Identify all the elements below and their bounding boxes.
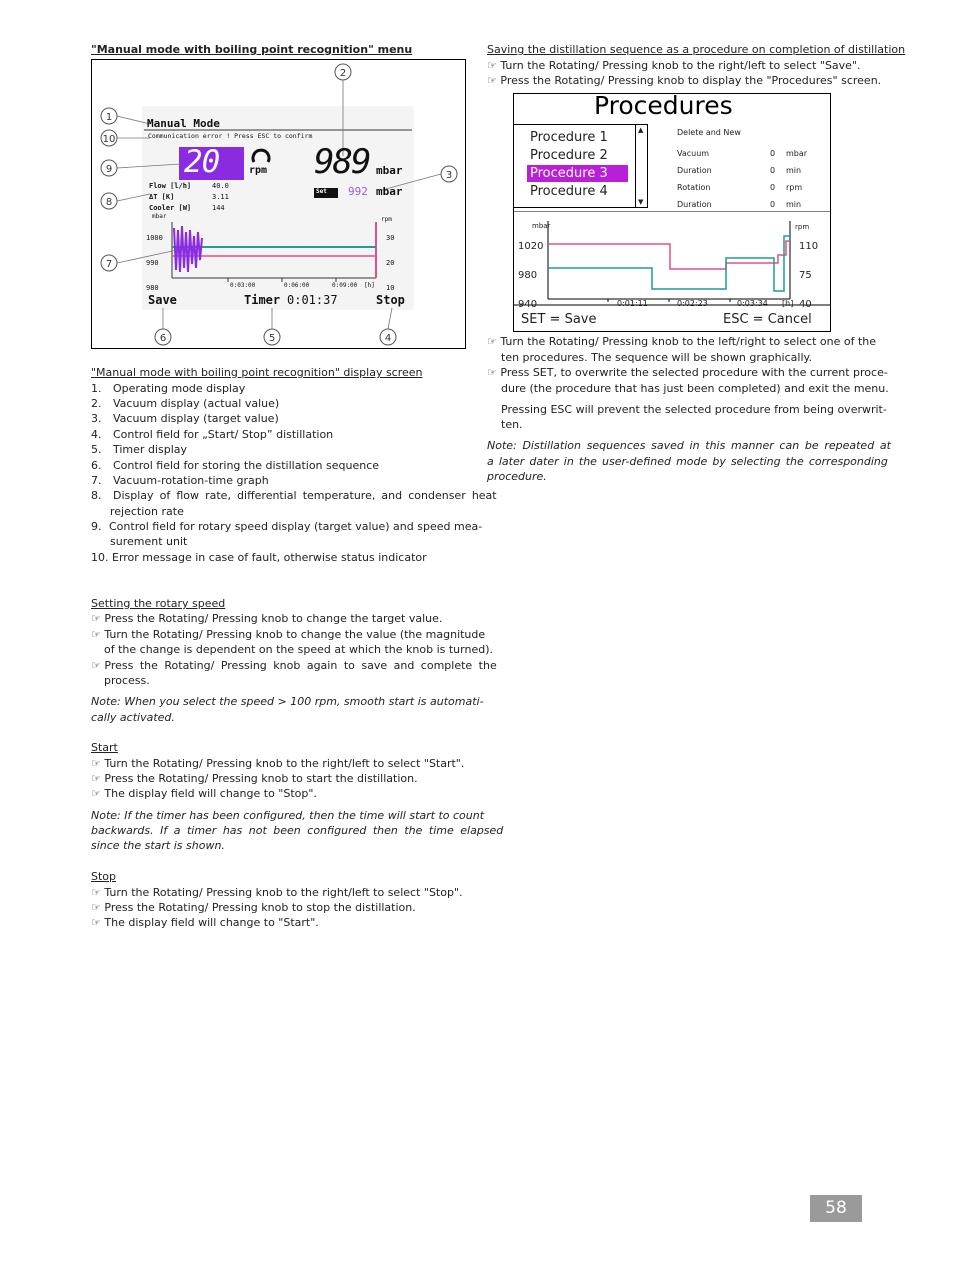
x-tick-label: 0:09:00 <box>332 282 358 289</box>
stop-step: ☞ The display field will change to "Start". <box>91 916 319 929</box>
start-note: Note: If the timer has been configured, then the time will start to count <box>91 809 485 822</box>
hand-icon: ☞ <box>487 74 497 87</box>
start-note: since the start is shown. <box>91 839 225 852</box>
detail-values: 0 0 0 0 <box>770 149 776 209</box>
y-left-label: mbar <box>532 222 551 230</box>
select-step-cont: ten procedures. The sequence will be shown graphically. <box>501 351 812 364</box>
start-heading: Start <box>91 741 118 754</box>
esc-paragraph: Pressing ESC will prevent the selected procedure from being overwrit- <box>501 403 887 416</box>
set-save-button[interactable]: SET = Save <box>521 312 597 327</box>
start-step: ☞ The display field will change to "Stop". <box>91 787 317 800</box>
callout-label: 5 <box>268 333 276 344</box>
save-step: ☞ Turn the Rotating/ Pressing knob to the right/left to select "Save". <box>487 59 861 72</box>
rotation-curve <box>548 241 790 269</box>
save-note: procedure. <box>487 470 547 483</box>
select-step: ☞ Turn the Rotating/ Pressing knob to the left/right to select one of the <box>487 335 876 348</box>
x-tick-label: 0:01:11 <box>617 299 648 308</box>
timer-label: Timer <box>244 293 281 307</box>
hand-icon: ☞ <box>91 901 101 914</box>
callout-label: 1 <box>105 112 113 123</box>
hand-icon: ☞ <box>91 787 101 800</box>
rotary-heading: Setting the rotary speed <box>91 597 226 610</box>
y-right-ticks: 30 20 10 <box>386 234 395 292</box>
procedure-item-selected[interactable]: Procedure 3 <box>530 166 608 181</box>
set-label: Set <box>316 188 327 195</box>
callout-label: 2 <box>339 68 347 79</box>
callout-label: 4 <box>384 333 392 344</box>
rotary-step: ☞ Press the Rotating/ Pressing knob again to save and complete the <box>91 659 497 672</box>
info-values: 40.0 3.11 144 <box>212 182 229 212</box>
hand-icon: ☞ <box>91 628 101 641</box>
y-right-label: rpm <box>795 223 810 231</box>
timer-value: 0:01:37 <box>287 293 338 307</box>
rpm-value[interactable]: 20 <box>184 144 220 180</box>
hand-icon: ☞ <box>91 659 101 672</box>
x-tick-label: 0:03:00 <box>230 282 256 289</box>
y-left-ticks: 1000 990 980 <box>146 234 163 292</box>
stop-heading: Stop <box>91 870 117 883</box>
set-step-cont: dure (the procedure that has just been completed) and exit the menu. <box>501 382 889 395</box>
save-heading: Saving the distillation sequence as a procedure on completion of distillation <box>487 43 906 56</box>
procedure-item[interactable]: Procedure 1 <box>530 130 608 145</box>
hand-icon: ☞ <box>91 772 101 785</box>
mode-title: Manual Mode <box>147 117 220 130</box>
save-note: a later dater in the user-defined mode by selecting the corresponding <box>487 455 888 468</box>
hand-icon: ☞ <box>91 886 101 899</box>
info-labels: Flow [l/h] ΔT [K] Cooler [W] <box>149 182 192 212</box>
delete-and-new[interactable]: Delete and New <box>677 128 741 137</box>
x-tick-label: 0:02:23 <box>677 299 708 308</box>
x-unit: [h] <box>782 299 794 308</box>
hand-icon: ☞ <box>487 59 497 72</box>
start-note: backwards. If a timer has not been configured then the time elapsed <box>91 824 504 837</box>
vacuum-unit: mbar <box>376 164 403 177</box>
rotary-step: ☞ Press the Rotating/ Pressing knob to change the target value. <box>91 612 443 625</box>
start-step: ☞ Turn the Rotating/ Pressing knob to the right/left to select "Start". <box>91 757 465 770</box>
manual-mode-figure <box>91 59 466 349</box>
hand-icon: ☞ <box>91 612 101 625</box>
hand-icon: ☞ <box>487 366 497 379</box>
esc-paragraph: ten. <box>501 418 523 431</box>
stop-step: ☞ Turn the Rotating/ Pressing knob to the right/left to select "Stop". <box>91 886 463 899</box>
x-tick-label: 0:06:00 <box>284 282 310 289</box>
page-number: 58 <box>810 1195 862 1222</box>
menu-heading: "Manual mode with boiling point recognition" menu <box>91 43 413 56</box>
save-button[interactable]: Save <box>148 293 177 307</box>
set-step: ☞ Press SET, to overwrite the selected procedure with the current proce- <box>487 366 888 379</box>
y-left-ticks: 1020 980 940 <box>518 241 544 310</box>
callout-label: 3 <box>445 170 453 181</box>
status-message: Communication error ! Press ESC to confirm <box>148 132 313 140</box>
rotary-step: ☞ Turn the Rotating/ Pressing knob to change the value (the magnitude <box>91 628 486 641</box>
hand-icon: ☞ <box>487 335 497 348</box>
x-unit: [h] <box>364 282 375 289</box>
y-left-label: mbar <box>152 213 167 220</box>
callout-label: 10 <box>102 134 116 145</box>
scroll-down-icon[interactable]: ▼ <box>638 198 644 206</box>
callout-label: 6 <box>159 333 167 344</box>
y-right-ticks: 110 75 40 <box>799 241 819 310</box>
display-heading: "Manual mode with boiling point recognition" display screen <box>91 366 423 379</box>
procedure-list[interactable] <box>514 124 648 208</box>
procedure-item[interactable]: Procedure 4 <box>530 184 608 199</box>
rotary-step-cont: process. <box>104 674 150 687</box>
detail-units: mbar min rpm min <box>786 149 808 209</box>
save-note: Note: Distillation sequences saved in this manner can be repeated at <box>487 439 891 452</box>
detail-labels: Vacuum Duration Rotation Duration <box>677 149 712 209</box>
rotary-note: cally activated. <box>91 711 175 724</box>
procedure-item[interactable]: Procedure 2 <box>530 148 608 163</box>
callout-label: 8 <box>105 197 113 208</box>
stop-button[interactable]: Stop <box>376 293 405 307</box>
vacuum-target-unit: mbar <box>376 185 403 198</box>
vacuum-target[interactable]: 992 <box>348 185 368 198</box>
x-tick-label: 0:03:34 <box>737 299 768 308</box>
vacuum-actual: 989 <box>314 142 370 182</box>
hand-icon: ☞ <box>91 757 101 770</box>
rpm-unit: rpm <box>249 165 268 176</box>
scroll-up-icon[interactable]: ▲ <box>638 126 644 134</box>
procedures-screen <box>513 93 831 332</box>
start-step: ☞ Press the Rotating/ Pressing knob to start the distillation. <box>91 772 418 785</box>
y-right-label: rpm <box>381 216 392 223</box>
rotary-step-cont: of the change is dependent on the speed at which the knob is turned). <box>104 643 493 656</box>
callout-label: 9 <box>105 164 113 175</box>
stop-step: ☞ Press the Rotating/ Pressing knob to stop the distillation. <box>91 901 416 914</box>
hand-icon: ☞ <box>91 916 101 929</box>
callout-label: 7 <box>105 259 113 270</box>
esc-cancel-button[interactable]: ESC = Cancel <box>723 312 812 327</box>
save-step: ☞ Press the Rotating/ Pressing knob to display the "Procedures" screen. <box>487 74 882 87</box>
rotary-note: Note: When you select the speed > 100 rpm, smooth start is automati- <box>91 695 484 708</box>
procedures-title: Procedures <box>594 91 733 120</box>
scrollbar[interactable] <box>635 124 647 208</box>
